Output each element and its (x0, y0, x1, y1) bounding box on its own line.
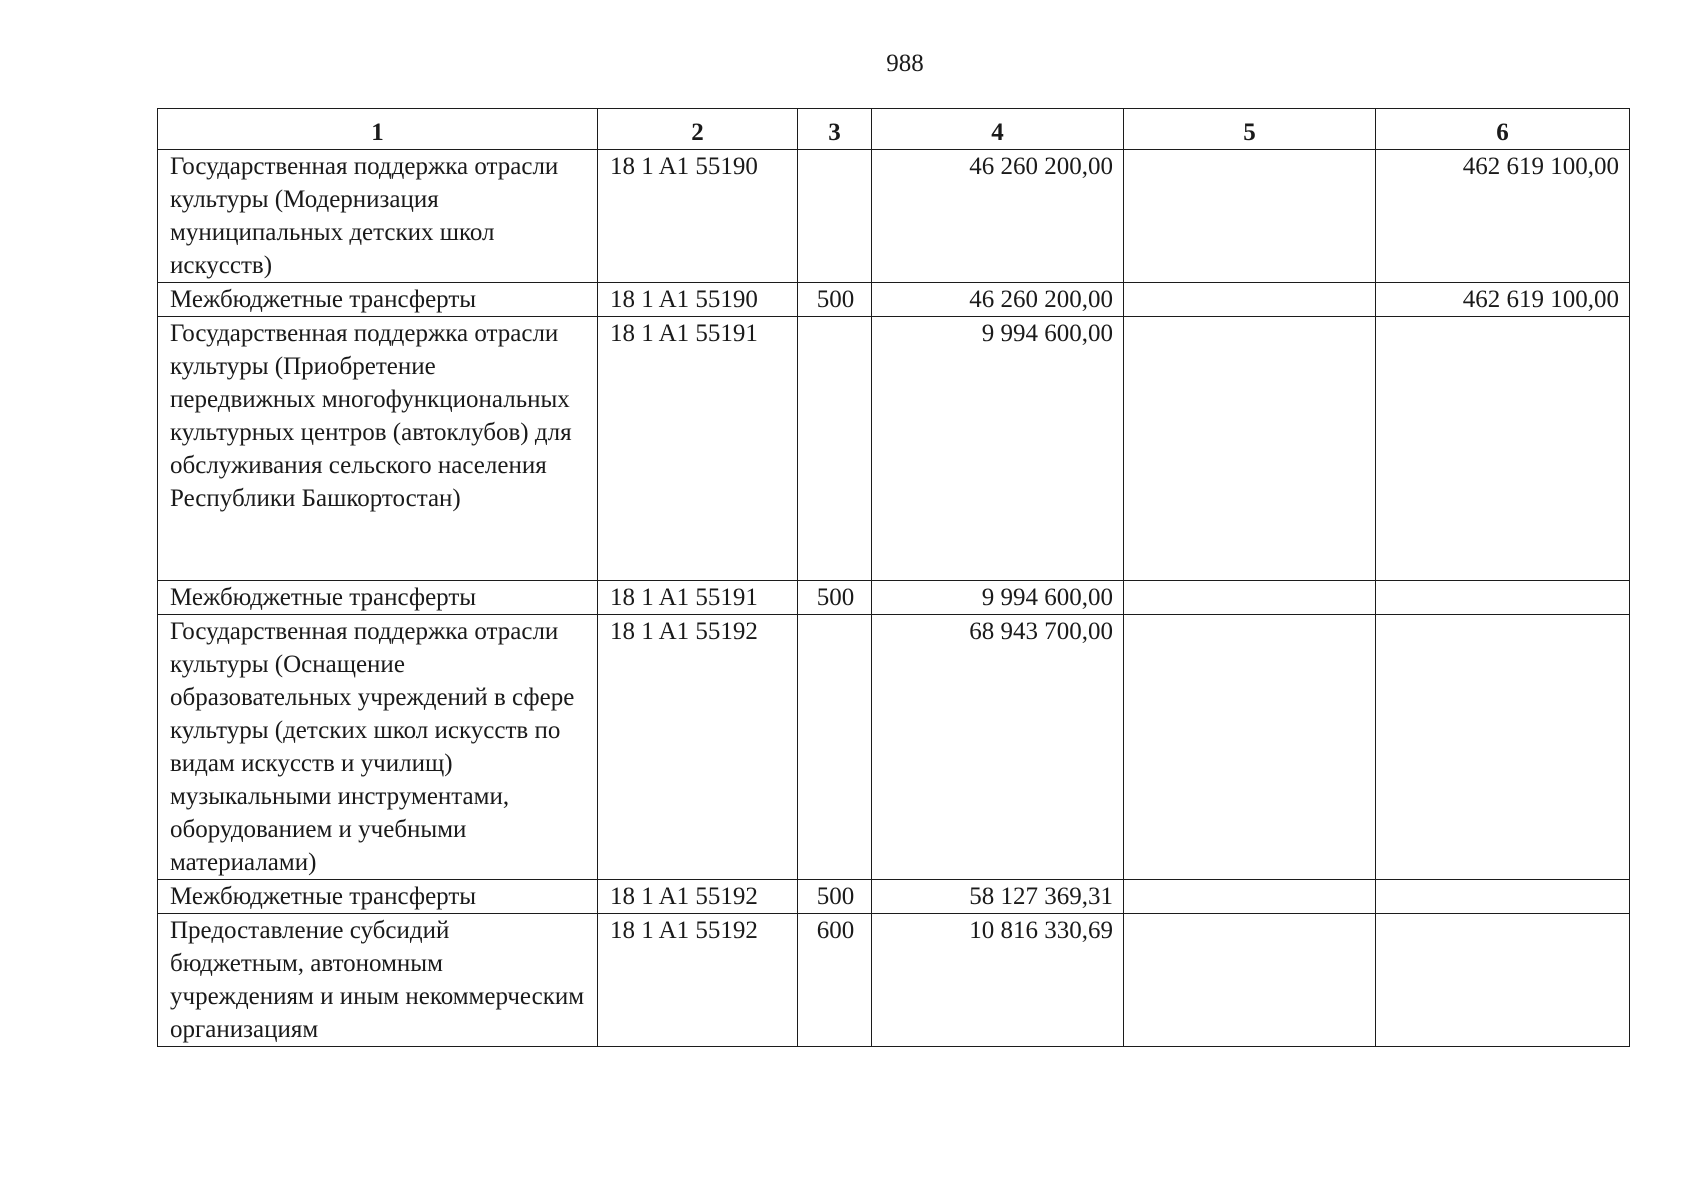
column-header-1: 1 (158, 109, 598, 150)
row-code: 18 1 A1 55190 (598, 150, 798, 283)
row-col5 (1124, 880, 1376, 914)
row-col6 (1376, 880, 1630, 914)
row-kvr: 500 (798, 283, 872, 317)
table-row (158, 914, 1630, 1047)
row-name: Государственная поддержка отрасли культуры (Оснащение образовательных учреждений в сфере культуры (детских школ искусств по видам искусств и училищ) музыкальными инструментами, оборудованием и учебными материалами) (158, 615, 598, 880)
column-header-4: 4 (872, 109, 1124, 150)
row-kvr: 500 (798, 581, 872, 615)
row-code: 18 1 A1 55192 (598, 914, 798, 1047)
row-code: 18 1 A1 55191 (598, 581, 798, 615)
table-row (158, 880, 1630, 914)
row-col5 (1124, 615, 1376, 880)
row-code: 18 1 A1 55192 (598, 880, 798, 914)
row-col6 (1376, 615, 1630, 880)
row-col4: 10 816 330,69 (872, 914, 1124, 1047)
row-col5 (1124, 914, 1376, 1047)
row-code: 18 1 A1 55191 (598, 317, 798, 581)
row-name: Предоставление субсидий бюджетным, автономным учреждениям и иным некоммерческим организациям (158, 914, 598, 1047)
row-name: Государственная поддержка отрасли культуры (Приобретение передвижных многофункциональных культурных центров (автоклубов) для обслуживания сельского населения Республики Башкортостан) (158, 317, 598, 581)
row-kvr: 500 (798, 880, 872, 914)
column-header-3: 3 (798, 109, 872, 150)
row-col5 (1124, 283, 1376, 317)
row-name: Межбюджетные трансферты (158, 880, 598, 914)
budget-table (157, 108, 1630, 1047)
row-col6 (1376, 914, 1630, 1047)
table-row (158, 150, 1630, 283)
row-col4: 46 260 200,00 (872, 150, 1124, 283)
table-row (158, 283, 1630, 317)
page-number: 988 (886, 50, 924, 77)
row-col6: 462 619 100,00 (1376, 283, 1630, 317)
row-code: 18 1 A1 55190 (598, 283, 798, 317)
row-col4: 9 994 600,00 (872, 317, 1124, 581)
table-row (158, 581, 1630, 615)
header-row (158, 109, 1630, 150)
row-kvr (798, 317, 872, 581)
row-col6: 462 619 100,00 (1376, 150, 1630, 283)
row-name: Межбюджетные трансферты (158, 283, 598, 317)
row-col6 (1376, 317, 1630, 581)
row-name: Межбюджетные трансферты (158, 581, 598, 615)
row-col5 (1124, 150, 1376, 283)
column-header-5: 5 (1124, 109, 1376, 150)
row-kvr (798, 615, 872, 880)
row-col5 (1124, 581, 1376, 615)
row-kvr: 600 (798, 914, 872, 1047)
row-col4: 46 260 200,00 (872, 283, 1124, 317)
row-name: Государственная поддержка отрасли культуры (Модернизация муниципальных детских школ искусств) (158, 150, 598, 283)
column-header-6: 6 (1376, 109, 1630, 150)
row-col4: 68 943 700,00 (872, 615, 1124, 880)
row-col5 (1124, 317, 1376, 581)
row-col6 (1376, 581, 1630, 615)
table-row (158, 615, 1630, 880)
row-kvr (798, 150, 872, 283)
table-row (158, 317, 1630, 581)
column-header-2: 2 (598, 109, 798, 150)
row-col4: 58 127 369,31 (872, 880, 1124, 914)
row-col4: 9 994 600,00 (872, 581, 1124, 615)
row-code: 18 1 A1 55192 (598, 615, 798, 880)
